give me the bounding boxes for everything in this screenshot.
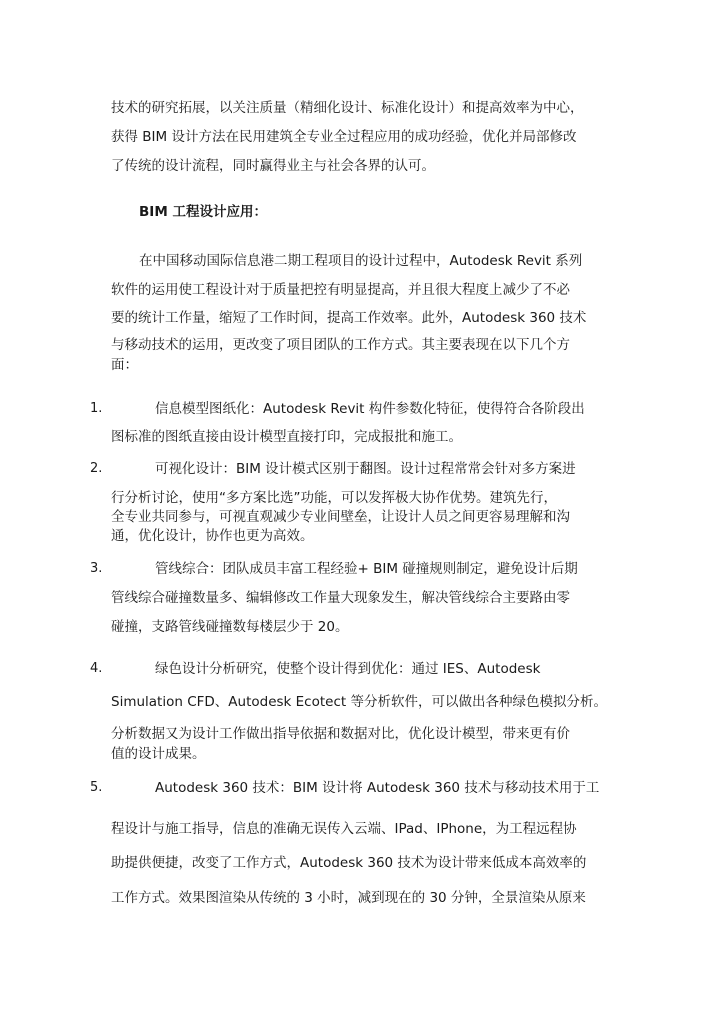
list-item-line: 管线综合碰撞数量多、编辑修改工作量大现象发生，解决管线综合主要路由零 (111, 590, 570, 606)
text-line: 与移动技术的运用，更改变了项目团队的工作方式。其主要表现在以下几个方 (111, 337, 570, 353)
list-item-line: 工作方式。效果图渲染从传统的 3 小时，减到现在的 30 分钟，全景渲染从原来 (111, 890, 586, 906)
list-item-line: 程设计与施工指导，信息的准确无误传入云端、IPad、IPhone，为工程远程协 (111, 821, 577, 837)
list-number: 2. (90, 461, 103, 476)
list-item-line: 可视化设计：BIM 设计模式区别于翻图。设计过程常常会针对多方案进 (155, 461, 576, 477)
list-number: 1. (90, 401, 103, 416)
list-number: 5. (90, 780, 103, 795)
list-item-line: 通，优化设计，协作也更为高效。 (111, 528, 314, 544)
text-line: 面： (111, 357, 138, 373)
text-line: 技术的研究拓展，以关注质量（精细化设计、标准化设计）和提高效率为中心， (111, 100, 584, 116)
list-item-line: 行分析讨论，使用“多方案比选”功能，可以发挥极大协作优势。建筑先行， (111, 490, 557, 506)
list-item-line: 助提供便捷，改变了工作方式，Autodesk 360 技术为设计带来低成本高效率的 (111, 855, 587, 871)
list-item-line: 绿色设计分析研究，使整个设计得到优化：通过 IES、Autodesk (155, 661, 541, 677)
list-item-line: 图标准的图纸直接由设计模型直接打印，完成报批和施工。 (111, 429, 462, 445)
list-item-line: 信息模型图纸化：Autodesk Revit 构件参数化特征，使得符合各阶段出 (155, 401, 585, 417)
list-item-line: Autodesk 360 技术：BIM 设计将 Autodesk 360 技术与移动技术用于工 (155, 780, 600, 796)
list-item-line: 碰撞，支路管线碰撞数每楼层少于 20。 (111, 619, 349, 635)
text-line: 了传统的设计流程，同时赢得业主与社会各界的认可。 (111, 158, 435, 174)
list-item-line: 值的设计成果。 (111, 746, 206, 762)
list-item-line: Simulation CFD、Autodesk Ecotect 等分析软件，可以做出各种绿色模拟分析。 (111, 694, 607, 710)
list-item-line: 分析数据又为设计工作做出指导依据和数据对比，优化设计模型，带来更有价 (111, 726, 570, 742)
text-line: 要的统计工作量，缩短了工作时间，提高工作效率。此外，Autodesk 360 技术 (111, 310, 587, 326)
text-line: 软件的运用使工程设计对于质量把控有明显提高，并且很大程度上减少了不必 (111, 282, 570, 298)
list-item-line: 全专业共同参与，可视直观减少专业间壁垒，让设计人员之间更容易理解和沟 (111, 509, 570, 525)
section-heading: BIM 工程设计应用： (139, 204, 267, 220)
list-item-line: 管线综合：团队成员丰富工程经验+ BIM 碰撞规则制定，避免设计后期 (155, 561, 578, 577)
text-line: 获得 BIM 设计方法在民用建筑全专业全过程应用的成功经验，优化并局部修改 (111, 129, 577, 145)
text-line: 在中国移动国际信息港二期工程项目的设计过程中，Autodesk Revit 系列 (139, 253, 583, 269)
list-number: 3. (90, 561, 103, 576)
list-number: 4. (90, 661, 103, 676)
